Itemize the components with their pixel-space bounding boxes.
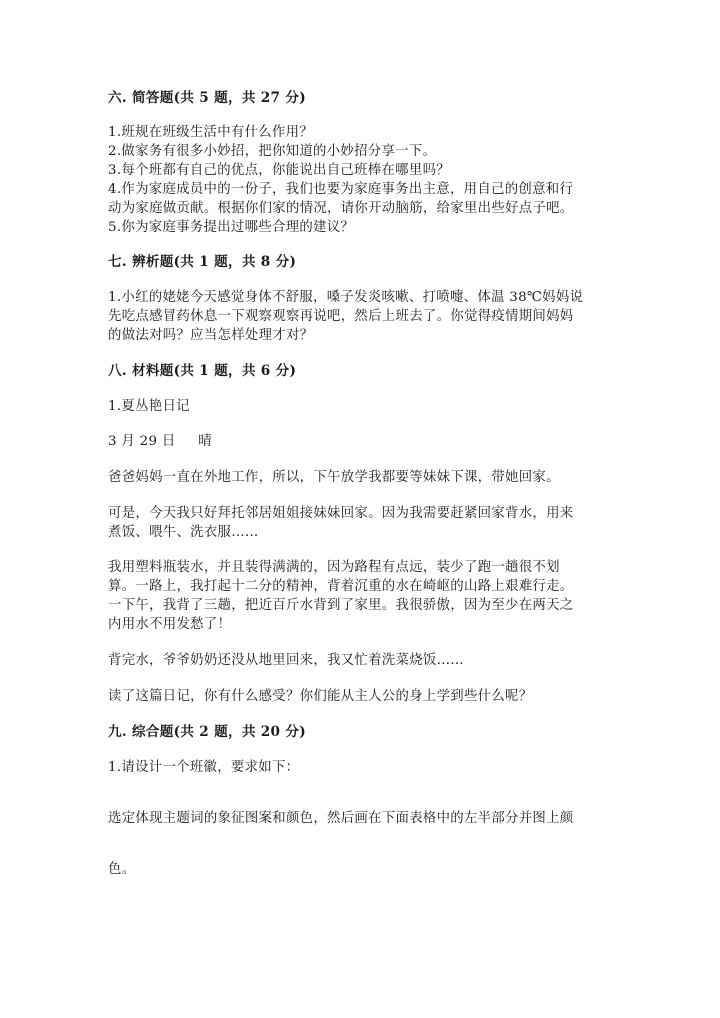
section-6-question-1: 1.班规在班级生活中有什么作用？	[108, 125, 314, 140]
diary-paragraph-3-line-4: 内用水不用发愁了！	[108, 617, 232, 632]
section-8-question: 读了这篇日记，你有什么感受？你们能从主人公的身上学到些什么呢？	[108, 689, 533, 704]
diary-paragraph-2-line-2: 煮饭、喂牛、洗衣服……	[108, 525, 259, 540]
diary-title: 1.夏丛艳日记	[108, 399, 190, 414]
diary-paragraph-3-line-3: 一下午，我背了三趟，把近百斤水背到了家里。我很骄傲，因为至少在两天之	[108, 598, 574, 613]
section-8-heading: 八. 材料题(共 1 题，共 6 分)	[108, 363, 297, 379]
section-9-requirement-line-2: 色。	[108, 862, 136, 877]
diary-paragraph-2-line-1: 可是，今天我只好拜托邻居姐姐接妹妹回家。因为我需要赶紧回家背水，用来	[108, 506, 574, 521]
section-6-heading: 六. 简答题(共 5 题，共 27 分)	[108, 90, 306, 106]
section-6-question-5: 5.你为家庭事务提出过哪些合理的建议？	[108, 220, 355, 235]
section-9-requirement-line-1: 选定体现主题词的象征图案和颜色，然后画在下面表格中的左半部分并图上颜	[108, 811, 574, 826]
section-7-line-2: 先吃点感冒药休息一下观察观察再说吧，然后上班去了。你觉得疫情期间妈妈	[108, 309, 574, 324]
diary-paragraph-4: 背完水，爷爷奶奶还没从地里回来，我又忙着洗菜烧饭……	[108, 653, 464, 668]
section-7-line-1: 1.小红的姥姥今天感觉身体不舒服，嗓子发炎咳嗽、打喷嚏、体温 38℃妈妈说	[108, 290, 584, 305]
section-7-heading: 七. 辨析题(共 1 题，共 8 分)	[108, 254, 297, 270]
section-6-question-3: 3.每个班都有自己的优点，你能说出自己班棒在哪里吗？	[108, 163, 450, 178]
section-6-question-4-line-1: 4.作为家庭成员中的一份子，我们也要为家庭事务出主意，用自己的创意和行	[108, 182, 574, 197]
diary-date: 3 月 29 日 晴	[108, 434, 212, 449]
diary-paragraph-3-line-1: 我用塑料瓶装水，并且装得满满的，因为路程有点远，装少了跑一趟很不划	[108, 560, 560, 575]
section-6-question-4-line-2: 动为家庭做贡献。根据你们家的情况，请你开动脑筋，给家里出些好点子吧。	[108, 201, 574, 216]
diary-paragraph-3-line-2: 算。一路上，我打起十二分的精神，背着沉重的水在崎岖的山路上艰难行走。	[108, 579, 574, 594]
section-6-question-2: 2.做家务有很多小妙招，把你知道的小妙招分享一下。	[108, 144, 437, 159]
section-9-heading: 九. 综合题(共 2 题，共 20 分)	[108, 724, 306, 740]
diary-paragraph-1: 爸爸妈妈一直在外地工作，所以，下午放学我都要等妹妹下课，带她回家。	[108, 470, 560, 485]
section-9-question-1: 1.请设计一个班徽，要求如下：	[108, 760, 300, 775]
section-7-line-3: 的做法对吗？应当怎样处理才对？	[108, 328, 314, 343]
